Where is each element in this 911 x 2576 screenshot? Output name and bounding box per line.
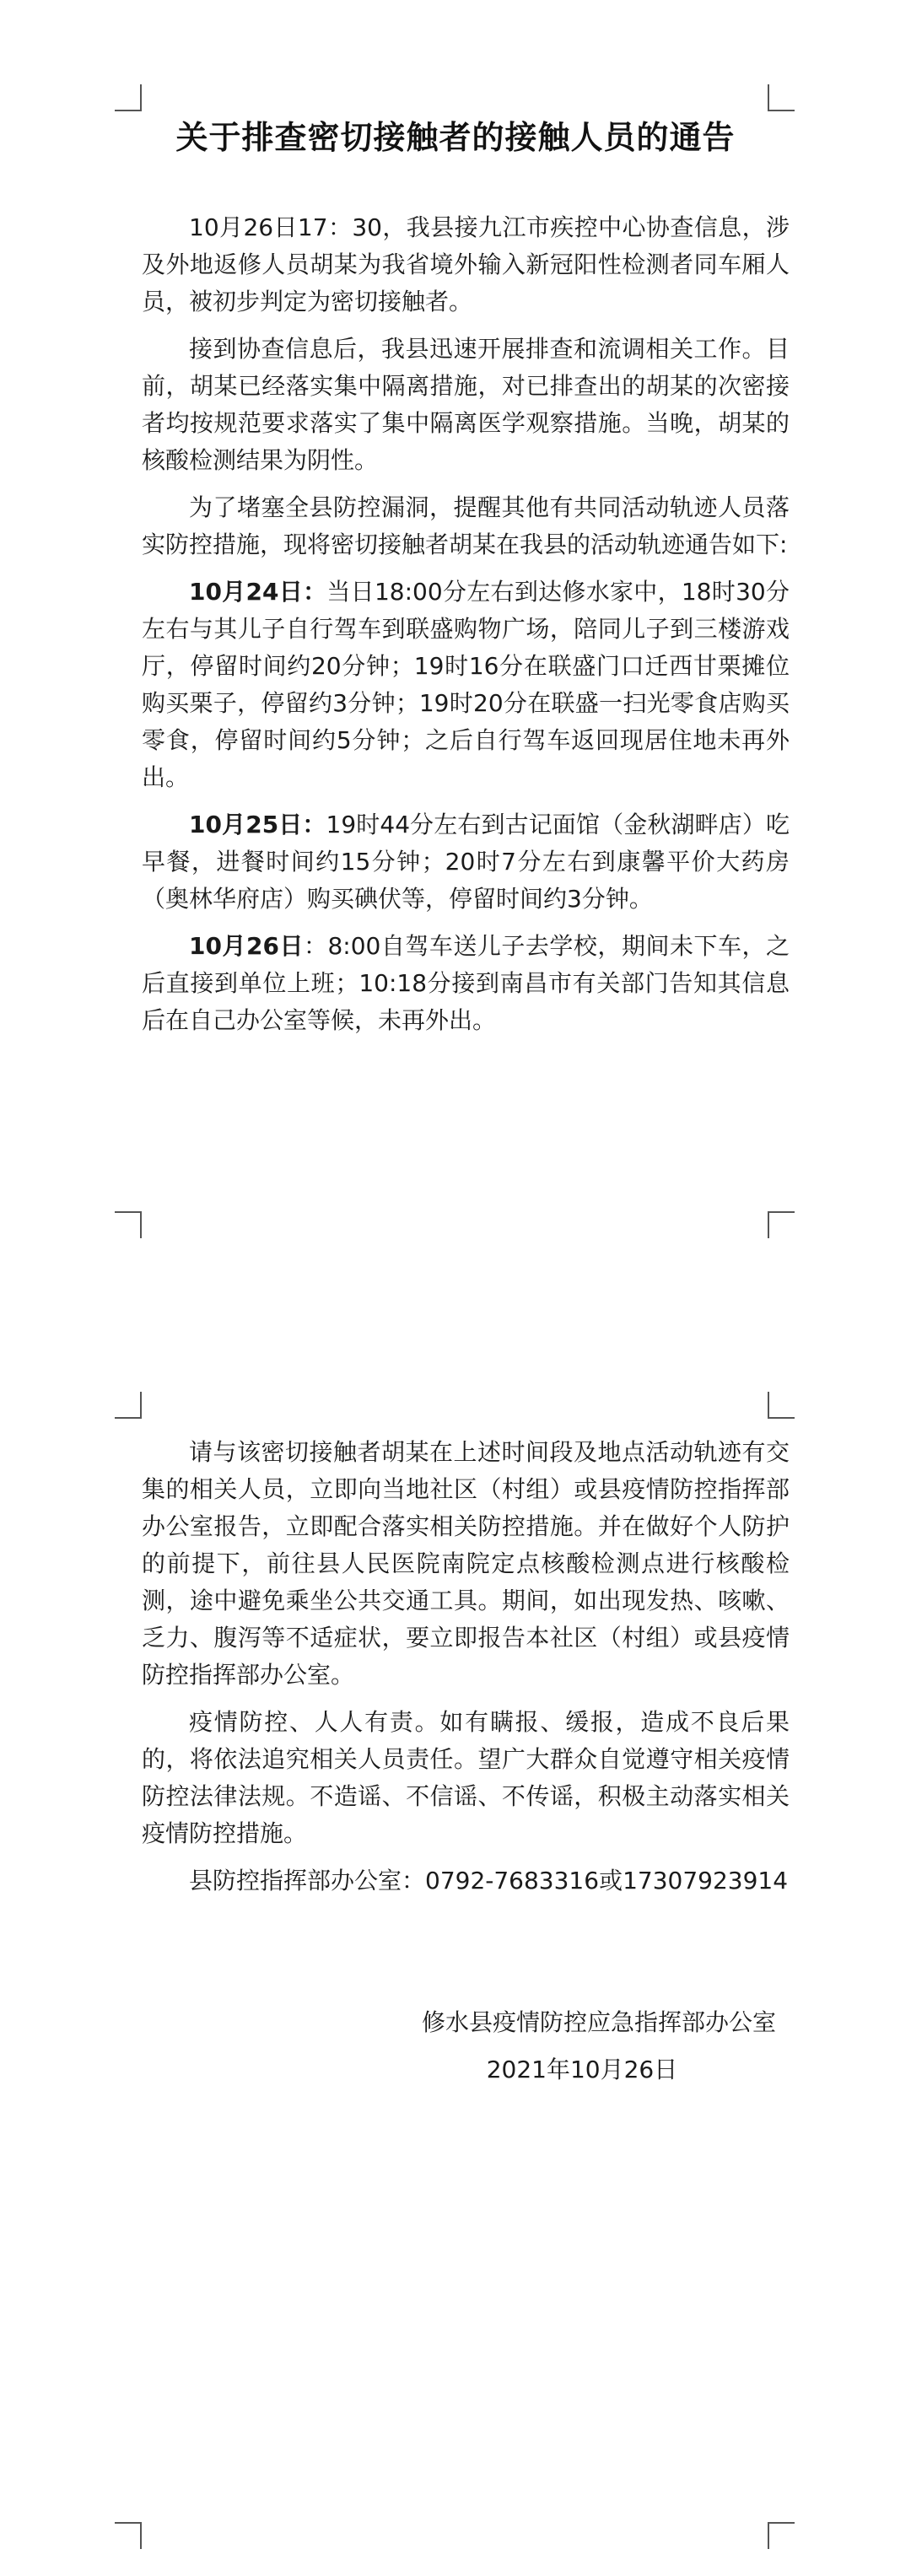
date-label: 10月26日	[189, 932, 304, 960]
paragraph-text: 10月26日17：30，我县接九江市疾控中心协查信息，涉及外地返修人员胡某为我省境外输入新冠阳性检测者同车厢人员，被初步判定为密切接触者。	[142, 213, 790, 315]
paragraph-text: 为了堵塞全县防控漏洞，提醒其他有共同活动轨迹人员落实防控措施，现将密切接触者胡某在我县的活动轨迹通告如下:	[142, 493, 790, 558]
paragraph-text: 当日18:00分左右到达修水家中，18时30分左右与其儿子自行驾车到联盛购物广场，陪同儿子到三楼游戏厅，停留时间约20分钟；19时16分在联盛门口迁西甘栗摊位购买栗子，停留约3分钟；19时20分在联盛一扫光零食店购买零食，停留时间约5分钟；之后自行驾车返回现居住地未再外出。	[142, 578, 790, 791]
paragraph-text: 19时44分左右到古记面馆（金秋湖畔店）吃早餐，进餐时间约15分钟；20时7分左右到康馨平价大药房（奥林华府店）购买碘伏等，停留时间约3分钟。	[142, 811, 790, 913]
crop-mark-top-right	[768, 84, 795, 111]
paragraph-contact: 县防控指挥部办公室：0792-7683316或17307923914	[189, 1867, 789, 1894]
crop-mark-bottom-right	[768, 1211, 795, 1238]
signature-organization: 修水县疫情防控应急指挥部办公室	[421, 2008, 776, 2036]
crop-mark-top-left	[115, 1392, 142, 1419]
document-page-1	[0, 0, 911, 1261]
paragraph-oct-26	[142, 928, 790, 1039]
crop-mark-top-right	[768, 1392, 795, 1419]
paragraph-text: 接到协查信息后，我县迅速开展排查和流调相关工作。目前，胡某已经落实集中隔离措施，对已排查出的胡某的次密接者均按规范要求落实了集中隔离医学观察措施。当晚，胡某的核酸检测结果为阴性。	[142, 335, 790, 474]
date-label: 10月24日：	[189, 578, 327, 606]
paragraph-request: 请与该密切接触者胡某在上述时间段及地点活动轨迹有交集的相关人员，立即向当地社区（村组）或县疫情防控指挥部办公室报告，立即配合落实相关防控措施。并在做好个人防护的前提下，前往县人民医院南院定点核酸检测点进行核酸检测，途中避免乘坐公共交通工具。期间，如出现发热、咳嗽、乏力、腹泻等不适症状，要立即报告本社区（村组）或县疫情防控指挥部办公室。	[142, 1438, 790, 1689]
paragraph-coordination-info	[142, 209, 790, 321]
paragraph-oct-24	[142, 574, 790, 796]
notice-body-continued	[142, 1434, 790, 1910]
paragraph-oct-25	[142, 806, 790, 918]
notice-body	[142, 209, 790, 1049]
crop-mark-top-left	[115, 84, 142, 111]
paragraph-text: ：8:00自驾车送儿子去学校，期间未下车，之后直接到单位上班；10:18分接到南昌市有关部门告知其信息后在自己办公室等候，未再外出。	[142, 932, 790, 1034]
paragraph-purpose	[142, 489, 790, 563]
date-label: 10月25日：	[189, 811, 326, 838]
page-title: 关于排查密切接触者的接触人员的通告	[175, 119, 736, 156]
document-page-2	[0, 1358, 911, 2576]
paragraph-responsibility: 疫情防控、人人有责。如有瞒报、缓报，造成不良后果的，将依法追究相关人员责任。望广大群众自觉遵守相关疫情防控法律法规。不造谣、不信谣、不传谣，积极主动落实相关疫情防控措施。	[142, 1708, 790, 1847]
crop-mark-bottom-left	[115, 1211, 142, 1238]
signature-date: 2021年10月26日	[486, 2056, 678, 2083]
crop-mark-bottom-right	[768, 2522, 795, 2549]
paragraph-investigation	[142, 331, 790, 479]
crop-mark-bottom-left	[115, 2522, 142, 2549]
